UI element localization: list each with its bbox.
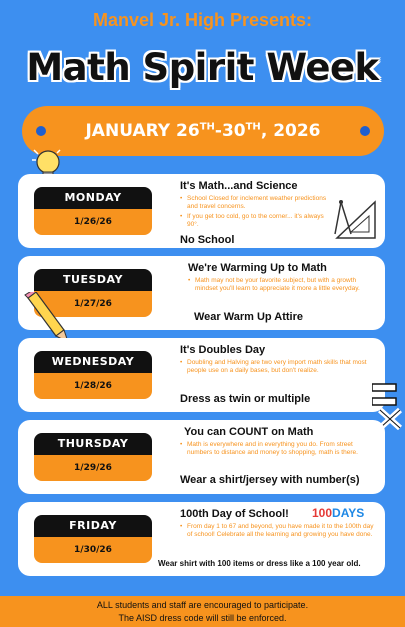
card-footer: No School (180, 234, 235, 246)
day-card-monday (18, 174, 385, 248)
compass-triangle-icon (331, 198, 381, 244)
bullet: • Math may not be your favorite subject, but with a growth mindset you'll learn to appreciate it more a little everyday. (188, 277, 368, 294)
footer-bar (0, 596, 405, 627)
day-pill (34, 351, 152, 399)
date-banner (22, 106, 384, 156)
day-pill (34, 515, 152, 563)
card-footer: Wear a shirt/jersey with number(s) (180, 474, 360, 486)
day-date: 1/27/26 (34, 291, 152, 317)
day-name: TUESDAY (34, 269, 152, 291)
day-card-tuesday (18, 256, 385, 330)
footer-line: ALL students and staff are encouraged to participate. (96, 600, 309, 610)
card-title: It's Math...and Science (180, 180, 298, 192)
100-days-badge: 100DAYS (312, 506, 365, 520)
pencil-icon (24, 292, 70, 344)
day-card-wednesday (18, 338, 385, 412)
day-name: MONDAY (34, 187, 152, 209)
day-name: FRIDAY (34, 515, 152, 537)
card-bullets (180, 523, 375, 541)
footer-line: The AISD dress code will still be enforced. (118, 613, 287, 623)
bullet: • Math is everywhere and in everything you do. From street numbers to distance and money to shopping, math is there. (180, 441, 370, 458)
day-pill (34, 433, 152, 481)
day-date: 1/28/26 (34, 373, 152, 399)
card-title: It's Doubles Day (180, 344, 266, 356)
day-name: THURSDAY (34, 433, 152, 455)
bullet: • Doubling and Halving are two very import math skills that most people use on a daily bases, but don't realize. (180, 359, 370, 376)
bullet: • School Closed for inclement weather predictions and travel concerns. (180, 195, 330, 212)
card-footer: Dress as twin or multiple (180, 393, 311, 405)
banner-dot-right (360, 126, 370, 136)
card-bullets (180, 195, 330, 231)
card-footer: Wear shirt with 100 items or dress like a 100 year old. (158, 559, 361, 568)
day-card-thursday (18, 420, 385, 494)
banner-dot-left (36, 126, 46, 136)
date-text: JANUARY 26TH-30TH, 2026 (85, 121, 321, 141)
card-footer: Wear Warm Up Attire (194, 311, 304, 323)
day-pill (34, 187, 152, 235)
card-title: We're Warming Up to Math (188, 262, 327, 274)
day-card-friday (18, 502, 385, 576)
day-date: 1/29/26 (34, 455, 152, 481)
card-bullets (180, 359, 370, 377)
bullet: • From day 1 to 67 and beyond, you have made it to the 100th day of school! Celebrate all the learning and growing you have done. (180, 523, 375, 540)
card-bullets (188, 277, 368, 295)
day-date: 1/30/26 (34, 537, 152, 563)
day-date: 1/26/26 (34, 209, 152, 235)
card-title: 100th Day of School! (180, 508, 289, 520)
card-bullets (180, 441, 370, 459)
presenter-kicker: Manvel Jr. High Presents: (92, 10, 313, 30)
card-title: You can COUNT on Math (184, 426, 314, 438)
bullet: • If you get too cold, go to the corner... it's always 90°. (180, 213, 330, 230)
page-title: Math Spirit Week (26, 46, 379, 89)
day-name: WEDNESDAY (34, 351, 152, 373)
